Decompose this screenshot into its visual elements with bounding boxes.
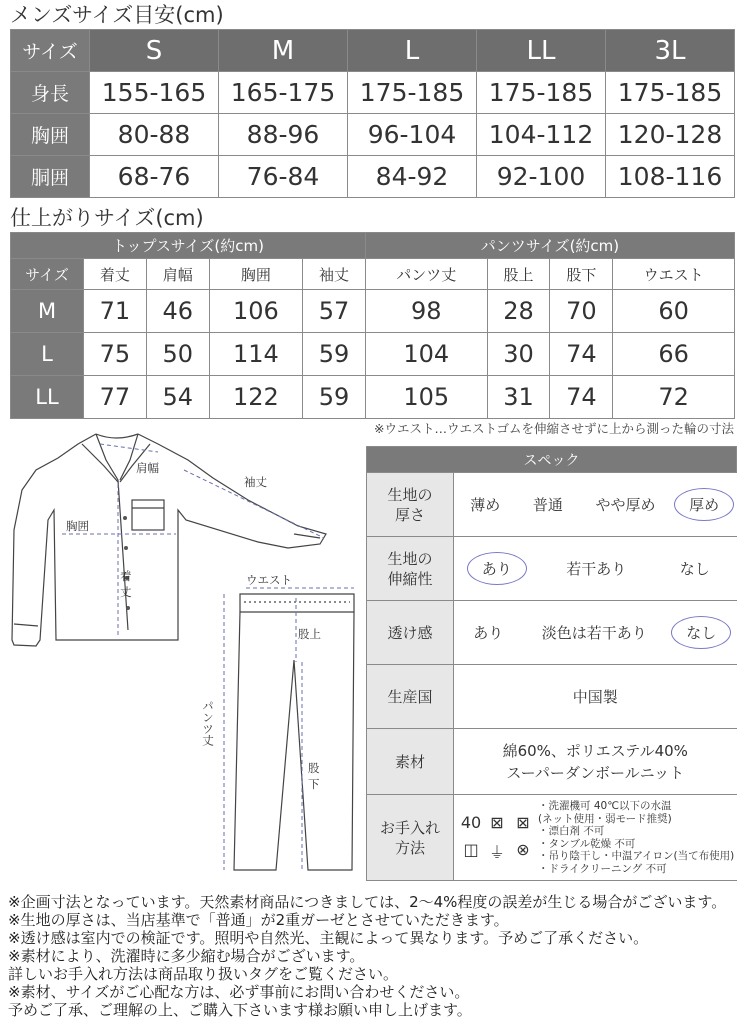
spec-label: 生地の 厚さ bbox=[367, 473, 454, 537]
stretch-option: 若干あり bbox=[566, 560, 627, 578]
line-dry-shade-icon: ◫ bbox=[463, 839, 479, 859]
size-header-label: サイズ bbox=[11, 30, 90, 72]
iron-medium-icon: ⏚ bbox=[488, 842, 505, 862]
origin-value: 中国製 bbox=[454, 665, 737, 729]
material-line: 綿60%、ポリエステル40% bbox=[502, 741, 688, 760]
table-cell: 31 bbox=[487, 376, 550, 419]
table-cell: 80-88 bbox=[90, 114, 219, 156]
tops-group-header: トップスサイズ(約cm) bbox=[11, 233, 366, 259]
care-line: ・ドライクリーニング 不可 bbox=[538, 862, 667, 875]
footer-line: ※素材により、洗濯時に多少縮む場合がございます。 bbox=[8, 947, 365, 965]
table-cell: 30 bbox=[487, 333, 550, 376]
footer-notes bbox=[8, 893, 726, 1019]
finished-size-title: 仕上がりサイズ(cm) bbox=[10, 206, 204, 230]
size-col-header: M bbox=[219, 30, 348, 72]
spec-label: お手入れ 方法 bbox=[367, 795, 454, 881]
table-cell: 76-84 bbox=[219, 156, 348, 198]
table-cell: 60 bbox=[613, 290, 735, 333]
table-cell: 74 bbox=[550, 376, 613, 419]
row-label-chest: 胸囲 bbox=[11, 114, 90, 156]
table-cell: 92-100 bbox=[477, 156, 606, 198]
row-label: LL bbox=[11, 376, 84, 419]
col-header: パンツ丈 bbox=[365, 259, 487, 290]
footer-line: 詳しいお手入れ方法は商品取り扱いタグをご覧ください。 bbox=[8, 965, 399, 983]
table-cell: 122 bbox=[209, 376, 302, 419]
table-row bbox=[11, 72, 735, 114]
table-cell: 108-116 bbox=[606, 156, 735, 198]
shoulder-label: 肩幅 bbox=[136, 461, 159, 475]
size-col-header: S bbox=[90, 30, 219, 72]
spec-label: 生産国 bbox=[367, 665, 454, 729]
thickness-option-selected: 厚め bbox=[674, 488, 734, 521]
table-cell: 75 bbox=[84, 333, 147, 376]
care-line: (ネット使用・弱モード推奨) bbox=[538, 812, 672, 825]
spec-title: スペック bbox=[367, 447, 737, 473]
col-header: 股下 bbox=[550, 259, 613, 290]
col-header: 着丈 bbox=[84, 259, 147, 290]
table-cell: 104 bbox=[365, 333, 487, 376]
footer-line: ※透け感は室内での検証です。照明や自然光、主観によって異なります。予めご了承ください。 bbox=[8, 929, 649, 947]
pants-group-header: パンツサイズ(約cm) bbox=[365, 233, 734, 259]
table-cell: 66 bbox=[613, 333, 735, 376]
thickness-option: やや厚め bbox=[595, 496, 656, 514]
care-line: ・漂白剤 不可 bbox=[538, 825, 605, 837]
length-label-1: 着 bbox=[120, 569, 132, 583]
table-cell: 175-185 bbox=[477, 72, 606, 114]
footer-line: ※企画寸法となっています。天然素材商品につきましては、2〜4%程度の誤差が生じる場合がございます。 bbox=[8, 893, 727, 911]
table-cell: 50 bbox=[146, 333, 209, 376]
waist-label: ウエスト bbox=[246, 573, 292, 587]
col-header: ウエスト bbox=[613, 259, 735, 290]
table-cell: 57 bbox=[303, 290, 366, 333]
table-cell: 98 bbox=[365, 290, 487, 333]
thickness-option: 普通 bbox=[532, 496, 563, 514]
stretch-option: なし bbox=[679, 560, 710, 578]
stretch-option-selected: あり bbox=[467, 552, 527, 585]
sheer-option: 淡色は若干あり bbox=[541, 624, 647, 642]
sleeve-label: 袖丈 bbox=[244, 475, 267, 489]
waist-note: ※ウエスト…ウエストゴムを伸縮させずに上から測った輪の寸法 bbox=[374, 421, 734, 436]
length-label-2: 丈 bbox=[120, 585, 132, 599]
table-cell: 120-128 bbox=[606, 114, 735, 156]
table-row bbox=[11, 114, 735, 156]
spec-label: 透け感 bbox=[367, 601, 454, 665]
size-col-header: 3L bbox=[606, 30, 735, 72]
table-cell: 175-185 bbox=[348, 72, 477, 114]
chest-label: 胸囲 bbox=[66, 519, 89, 533]
no-dry-clean-icon: ⊗ bbox=[516, 839, 530, 859]
table-cell: 155-165 bbox=[90, 72, 219, 114]
table-cell: 175-185 bbox=[606, 72, 735, 114]
material-line: スーパーダンボールニット bbox=[506, 763, 685, 782]
size-col-header: L bbox=[348, 30, 477, 72]
sheer-option: あり bbox=[473, 624, 504, 642]
spec-row-material bbox=[367, 729, 737, 795]
row-label: M bbox=[11, 290, 84, 333]
table-cell: 71 bbox=[84, 290, 147, 333]
table-cell: 28 bbox=[487, 290, 550, 333]
table-cell: 77 bbox=[84, 376, 147, 419]
sheer-option-selected: なし bbox=[671, 616, 731, 649]
pants-length-label: パンツ丈 bbox=[201, 700, 215, 746]
rise-label: 股上 bbox=[298, 627, 321, 641]
table-cell: 74 bbox=[550, 333, 613, 376]
care-line: ・タンブル乾燥 不可 bbox=[538, 837, 636, 850]
table-cell: 54 bbox=[146, 376, 209, 419]
spec-row-stretch bbox=[367, 537, 737, 601]
table-cell: 96-104 bbox=[348, 114, 477, 156]
spec-row-thickness bbox=[367, 473, 737, 537]
spec-row-origin bbox=[367, 665, 737, 729]
footer-line: 予めご了承、ご理解の上、ご購入下さいます様お願い申し上げます。 bbox=[8, 1001, 472, 1019]
size-col-header: LL bbox=[477, 30, 606, 72]
mens-size-title: メンズサイズ目安(cm) bbox=[10, 3, 224, 27]
table-cell: 105 bbox=[365, 376, 487, 419]
table-cell: 46 bbox=[146, 290, 209, 333]
thickness-option: 薄め bbox=[470, 496, 501, 514]
col-header: 股上 bbox=[487, 259, 550, 290]
table-cell: 114 bbox=[209, 333, 302, 376]
table-cell: 165-175 bbox=[219, 72, 348, 114]
table-row bbox=[11, 376, 735, 419]
table-cell: 59 bbox=[303, 333, 366, 376]
spec-table bbox=[366, 446, 737, 881]
spec-label: 素材 bbox=[367, 729, 454, 795]
no-tumble-dry-icon: ⊠ bbox=[516, 812, 530, 832]
footer-line: ※生地の厚さは、当店基準で「普通」が2重ガーゼとさせていただきます。 bbox=[8, 911, 509, 929]
table-row bbox=[11, 333, 735, 376]
col-header: 胸囲 bbox=[209, 259, 302, 290]
footer-line: ※素材、サイズがご心配な方は、必ず事前にお問い合わせください。 bbox=[8, 983, 470, 1001]
row-label-waist: 胴囲 bbox=[11, 156, 90, 198]
wash-40-icon: 40 bbox=[460, 812, 482, 832]
spec-label: 生地の 伸縮性 bbox=[367, 537, 454, 601]
table-cell: 104-112 bbox=[477, 114, 606, 156]
row-label: L bbox=[11, 333, 84, 376]
row-label-height: 身長 bbox=[11, 72, 90, 114]
spec-row-care bbox=[367, 795, 737, 881]
garment-diagram bbox=[8, 430, 360, 880]
table-cell: 84-92 bbox=[348, 156, 477, 198]
col-header: 袖丈 bbox=[303, 259, 366, 290]
no-bleach-icon: ⊠ bbox=[490, 812, 504, 832]
care-line: ・洗濯機可 40℃以下の水温 bbox=[538, 800, 672, 812]
spec-row-sheerness bbox=[367, 601, 737, 665]
col-header: 肩幅 bbox=[146, 259, 209, 290]
table-cell: 106 bbox=[209, 290, 302, 333]
table-cell: 72 bbox=[613, 376, 735, 419]
table-cell: 70 bbox=[550, 290, 613, 333]
inseam-label-1: 股 bbox=[308, 761, 320, 775]
mens-size-table bbox=[10, 29, 735, 198]
table-cell: 88-96 bbox=[219, 114, 348, 156]
inseam-label-2: 下 bbox=[308, 777, 320, 791]
table-row bbox=[11, 290, 735, 333]
table-cell: 59 bbox=[303, 376, 366, 419]
care-line: ・吊り陰干し・中温アイロン(当て布使用) bbox=[538, 850, 735, 862]
table-cell: 68-76 bbox=[90, 156, 219, 198]
finished-size-table bbox=[10, 232, 735, 419]
size-corner-label: サイズ bbox=[11, 259, 84, 290]
table-row bbox=[11, 156, 735, 198]
